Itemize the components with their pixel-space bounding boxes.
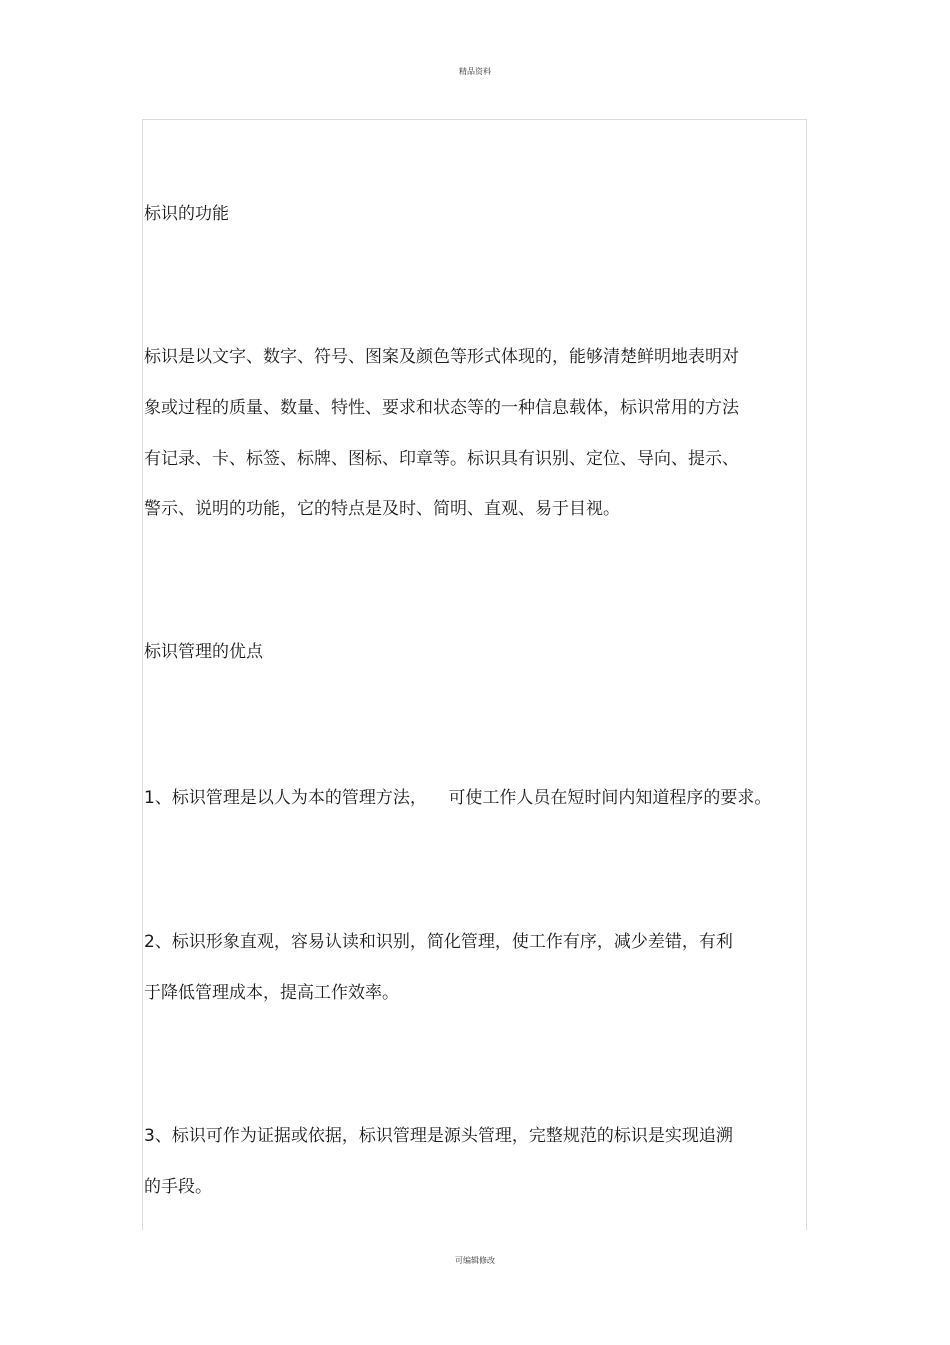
page-header-note: 精品资料 xyxy=(459,67,491,76)
list-item-2-line: 2、标识形象直观，容易认读和识别，简化管理，使工作有序，减少差错，有利 xyxy=(144,932,733,952)
page-frame-top-border xyxy=(142,119,807,120)
list-item-3-line: 的手段。 xyxy=(144,1177,212,1197)
page-frame-right-border xyxy=(806,119,807,1230)
list-item-2-line: 于降低管理成本，提高工作效率。 xyxy=(144,983,399,1003)
list-item-3-line: 3、标识可作为证据或依据，标识管理是源头管理，完整规范的标识是实现追溯 xyxy=(144,1126,733,1146)
section-heading-function: 标识的功能 xyxy=(144,204,229,224)
page-frame-left-border xyxy=(142,119,143,1230)
paragraph-line: 警示、说明的功能，它的特点是及时、简明、直观、易于目视。 xyxy=(144,499,620,519)
list-item-1: 1、标识管理是以人为本的管理方法， 可使工作人员在短时间内知道程序的要求。 xyxy=(144,788,772,808)
paragraph-line: 标识是以文字、数字、符号、图案及颜色等形式体现的，能够清楚鲜明地表明对 xyxy=(144,347,739,367)
paragraph-line: 有记录、卡、标签、标牌、图标、印章等。标识具有识别、定位、导向、提示、 xyxy=(144,449,739,469)
page-footer-note: 可编辑修改 xyxy=(455,1256,495,1265)
section-heading-advantages: 标识管理的优点 xyxy=(144,642,263,662)
paragraph-line: 象或过程的质量、数量、特性、要求和状态等的一种信息载体，标识常用的方法 xyxy=(144,398,739,418)
